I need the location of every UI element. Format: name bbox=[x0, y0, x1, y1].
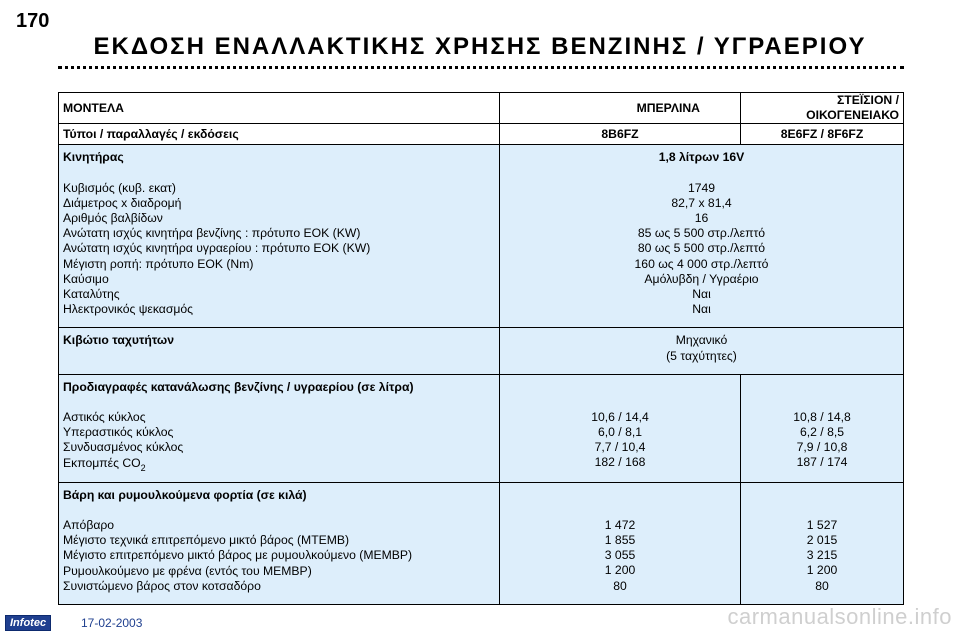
gearbox-type: Μηχανικό bbox=[675, 333, 728, 348]
gearbox-speeds: (5 ταχύτητες) bbox=[666, 348, 737, 363]
types-row bbox=[59, 124, 904, 145]
types-label: Τύποι / παραλλαγές / εκδόσεις bbox=[59, 124, 500, 145]
gearbox-value-cell bbox=[500, 328, 904, 374]
list-item: 7,7 / 10,4 bbox=[594, 440, 646, 455]
list-item: Ηλεκτρονικός ψεκασμός bbox=[63, 302, 194, 317]
engine-values bbox=[500, 145, 904, 328]
spec-table bbox=[58, 92, 904, 605]
weights-section bbox=[59, 482, 904, 604]
list-item: Αμόλυβδη / Υγραέριο bbox=[644, 271, 759, 286]
list-item: Ναι bbox=[692, 287, 711, 302]
list-item: 10,8 / 14,8 bbox=[793, 409, 851, 424]
list-item: Ναι bbox=[692, 302, 711, 317]
consumption-labels bbox=[59, 374, 500, 482]
list-item: Μέγιστο επιτρεπόμενο μικτό βάρος με ρυμουλκούμενο (ΜΕΜΒΡ) bbox=[63, 548, 413, 563]
gearbox-title: Κιβώτιο ταχυτήτων bbox=[63, 333, 174, 348]
list-item: Διάμετρος x διαδρομή bbox=[63, 195, 182, 210]
engine-title: Κινητήρας bbox=[63, 150, 124, 165]
list-item: 1 855 bbox=[604, 533, 636, 548]
header-models: ΜΟΝΤΕΛΑ bbox=[59, 93, 500, 124]
engine-title-value: 1,8 λίτρων 16V bbox=[658, 150, 745, 165]
co2-label: Εκπομπές CO bbox=[63, 455, 141, 470]
consumption-section bbox=[59, 374, 904, 482]
weights-labels bbox=[59, 482, 500, 604]
co2-subscript: 2 bbox=[140, 462, 146, 473]
list-item: 3 055 bbox=[604, 548, 636, 563]
list-item bbox=[63, 456, 495, 472]
list-item: 3 215 bbox=[806, 548, 838, 563]
engine-section bbox=[59, 145, 904, 328]
engine-labels bbox=[59, 145, 500, 328]
consumption-sedan bbox=[500, 374, 741, 482]
header-estate: ΣΤΕΪΣΙΟΝ / ΟΙΚΟΓΕΝΕΙΑΚΟ bbox=[741, 93, 904, 124]
list-item: 82,7 x 81,4 bbox=[671, 195, 732, 210]
list-item: Συνιστώμενο βάρος στον κοτσαδόρο bbox=[63, 578, 261, 593]
page-title: ΕΚΔΟΣΗ ΕΝΑΛΛΑΚΤΙΚΗΣ ΧΡΗΣΗΣ ΒΕΝΖΙΝΗΣ / ΥΓΡΑΕΡΙΟΥ bbox=[93, 33, 867, 60]
gearbox-section bbox=[59, 328, 904, 374]
list-item: Ρυμουλκούμενο με φρένα (εντός του ΜΕΜΒΡ) bbox=[63, 563, 312, 578]
gearbox-label-cell bbox=[59, 328, 500, 374]
list-item: 1749 bbox=[687, 180, 716, 195]
list-item: 16 bbox=[694, 211, 709, 226]
list-item: Απόβαρο bbox=[63, 518, 115, 533]
weights-title: Βάρη και ρυμουλκούμενα φορτία (σε κιλά) bbox=[63, 487, 307, 502]
list-item: 1 472 bbox=[604, 517, 636, 532]
list-item: 80 bbox=[613, 578, 627, 593]
list-item: Μέγιστο τεχνικά επιτρεπόμενο μικτό βάρος (ΜΤΕΜΒ) bbox=[63, 533, 350, 548]
footer-date: 17-02-2003 bbox=[81, 616, 143, 630]
types-sedan: 8B6FZ bbox=[500, 124, 741, 145]
weights-estate bbox=[741, 482, 904, 604]
list-item: 80 ως 5 500 στρ./λεπτό bbox=[637, 241, 766, 256]
list-item: 182 / 168 bbox=[594, 455, 646, 470]
list-item: 6,2 / 8,5 bbox=[799, 425, 845, 440]
types-estate: 8E6FZ / 8F6FZ bbox=[741, 124, 904, 145]
list-item: Καύσιμο bbox=[63, 271, 109, 286]
list-item: Συνδυασμένος κύκλος bbox=[63, 440, 184, 455]
table-header-row bbox=[59, 93, 904, 124]
list-item: 1 200 bbox=[604, 563, 636, 578]
list-item: Αριθμός βαλβίδων bbox=[63, 211, 163, 226]
consumption-estate bbox=[741, 374, 904, 482]
title-divider bbox=[58, 66, 904, 69]
list-item: 1 200 bbox=[806, 563, 838, 578]
list-item: Αστικός κύκλος bbox=[63, 410, 146, 425]
list-item: Ανώτατη ισχύς κινητήρα υγραερίου : πρότυπο ΕΟΚ (KW) bbox=[63, 241, 371, 256]
list-item: 2 015 bbox=[806, 533, 838, 548]
list-item: Ανώτατη ισχύς κινητήρα βενζίνης : πρότυπο ΕΟΚ (KW) bbox=[63, 226, 361, 241]
list-item: Υπεραστικός κύκλος bbox=[63, 425, 174, 440]
list-item: Κυβισμός (κυβ. εκατ) bbox=[63, 180, 176, 195]
list-item: 7,9 / 10,8 bbox=[796, 440, 848, 455]
consumption-title: Προδιαγραφές κατανάλωσης βενζίνης / υγραερίου (σε λίτρα) bbox=[63, 379, 414, 394]
list-item: 85 ως 5 500 στρ./λεπτό bbox=[637, 226, 766, 241]
list-item: 187 / 174 bbox=[796, 455, 848, 470]
list-item: 80 bbox=[815, 578, 829, 593]
header-sedan: ΜΠΕΡΛΙΝΑ bbox=[500, 93, 741, 124]
infotec-logo: Infotec bbox=[5, 615, 51, 631]
page-number: 170 bbox=[16, 10, 50, 32]
list-item: Μέγιστη ροπή: πρότυπο ΕΟΚ (Nm) bbox=[63, 256, 254, 271]
weights-sedan bbox=[500, 482, 741, 604]
list-item: 6,0 / 8,1 bbox=[597, 425, 643, 440]
watermark: carmanualsonline.info bbox=[727, 604, 952, 629]
list-item: Καταλύτης bbox=[63, 287, 120, 302]
list-item: 160 ως 4 000 στρ./λεπτό bbox=[634, 256, 769, 271]
list-item: 10,6 / 14,4 bbox=[591, 409, 649, 424]
list-item: 1 527 bbox=[806, 517, 838, 532]
